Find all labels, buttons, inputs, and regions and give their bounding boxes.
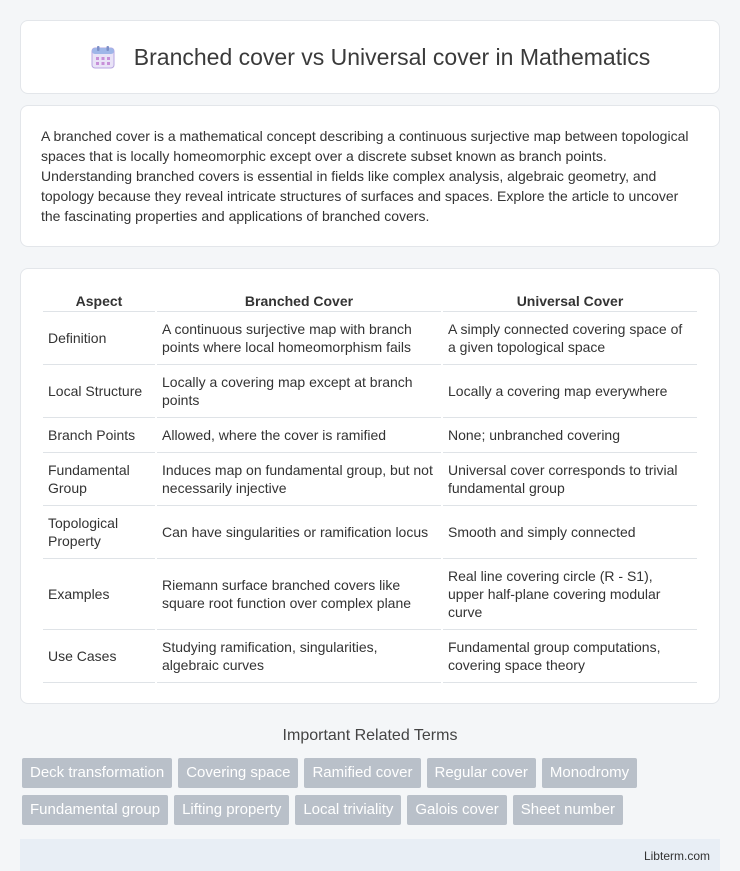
cell-branched: Can have singularities or ramification locus — [157, 506, 441, 559]
cell-branched: Riemann surface branched covers like square root function over complex plane — [157, 559, 441, 630]
cell-aspect: Definition — [43, 312, 155, 365]
cell-branched: Locally a covering map except at branch points — [157, 365, 441, 418]
table-row — [43, 418, 697, 453]
cell-aspect: Use Cases — [43, 630, 155, 683]
cell-aspect: Fundamental Group — [43, 453, 155, 506]
related-terms-list — [20, 758, 720, 825]
tag-fundamental-group[interactable]: Fundamental group — [22, 795, 168, 825]
cell-universal: A simply connected covering space of a given topological space — [443, 312, 697, 365]
intro-card — [20, 105, 720, 247]
header-branched-cover: Branched Cover — [157, 289, 441, 312]
cell-branched: Allowed, where the cover is ramified — [157, 418, 441, 453]
cell-branched: Studying ramification, singularities, algebraic curves — [157, 630, 441, 683]
page-title: Branched cover vs Universal cover in Mathematics — [133, 43, 651, 70]
table-row — [43, 453, 697, 506]
table-row — [43, 630, 697, 683]
cell-universal: None; unbranched covering — [443, 418, 697, 453]
cell-aspect: Topological Property — [43, 506, 155, 559]
tag-galois-cover[interactable]: Galois cover — [407, 795, 506, 825]
cell-aspect: Branch Points — [43, 418, 155, 453]
tag-sheet-number[interactable]: Sheet number — [513, 795, 623, 825]
cell-universal: Fundamental group computations, covering space theory — [443, 630, 697, 683]
cell-universal: Smooth and simply connected — [443, 506, 697, 559]
calendar-icon — [90, 44, 116, 70]
tag-deck-transformation[interactable]: Deck transformation — [22, 758, 172, 788]
comparison-table — [41, 289, 699, 683]
table-row — [43, 365, 697, 418]
header-aspect: Aspect — [43, 289, 155, 312]
footer-site-link[interactable]: Libterm.com — [643, 849, 710, 863]
cell-universal: Universal cover corresponds to trivial fundamental group — [443, 453, 697, 506]
intro-text: A branched cover is a mathematical concept describing a continuous surjective map between topological spaces that is locally homeomorphic except over a discrete subset known as branch points. Understanding branched covers is essential in fields like complex analysis, algebraic geometry, and topology because they reveal intricate structures of surfaces and spaces. Explore the article to uncover the fascinating properties and applications of branched covers. — [41, 128, 689, 224]
cell-universal: Locally a covering map everywhere — [443, 365, 697, 418]
header-universal-cover: Universal Cover — [443, 289, 697, 312]
table-header-row — [43, 289, 697, 312]
cell-aspect: Local Structure — [43, 365, 155, 418]
tag-local-triviality[interactable]: Local triviality — [295, 795, 401, 825]
comparison-card — [20, 268, 720, 704]
cell-universal: Real line covering circle (R - S1), upper half-plane covering modular curve — [443, 559, 697, 630]
cell-branched: A continuous surjective map with branch points where local homeomorphism fails — [157, 312, 441, 365]
header-card — [20, 20, 720, 94]
table-row — [43, 312, 697, 365]
tag-lifting-property[interactable]: Lifting property — [174, 795, 289, 825]
related-terms-title: Important Related Terms — [282, 727, 458, 744]
table-row — [43, 506, 697, 559]
tag-covering-space[interactable]: Covering space — [178, 758, 298, 788]
cell-aspect: Examples — [43, 559, 155, 630]
cell-branched: Induces map on fundamental group, but not necessarily injective — [157, 453, 441, 506]
footer — [20, 839, 720, 871]
tag-regular-cover[interactable]: Regular cover — [427, 758, 536, 788]
tag-ramified-cover[interactable]: Ramified cover — [304, 758, 420, 788]
table-row — [43, 559, 697, 630]
tag-monodromy[interactable]: Monodromy — [542, 758, 637, 788]
